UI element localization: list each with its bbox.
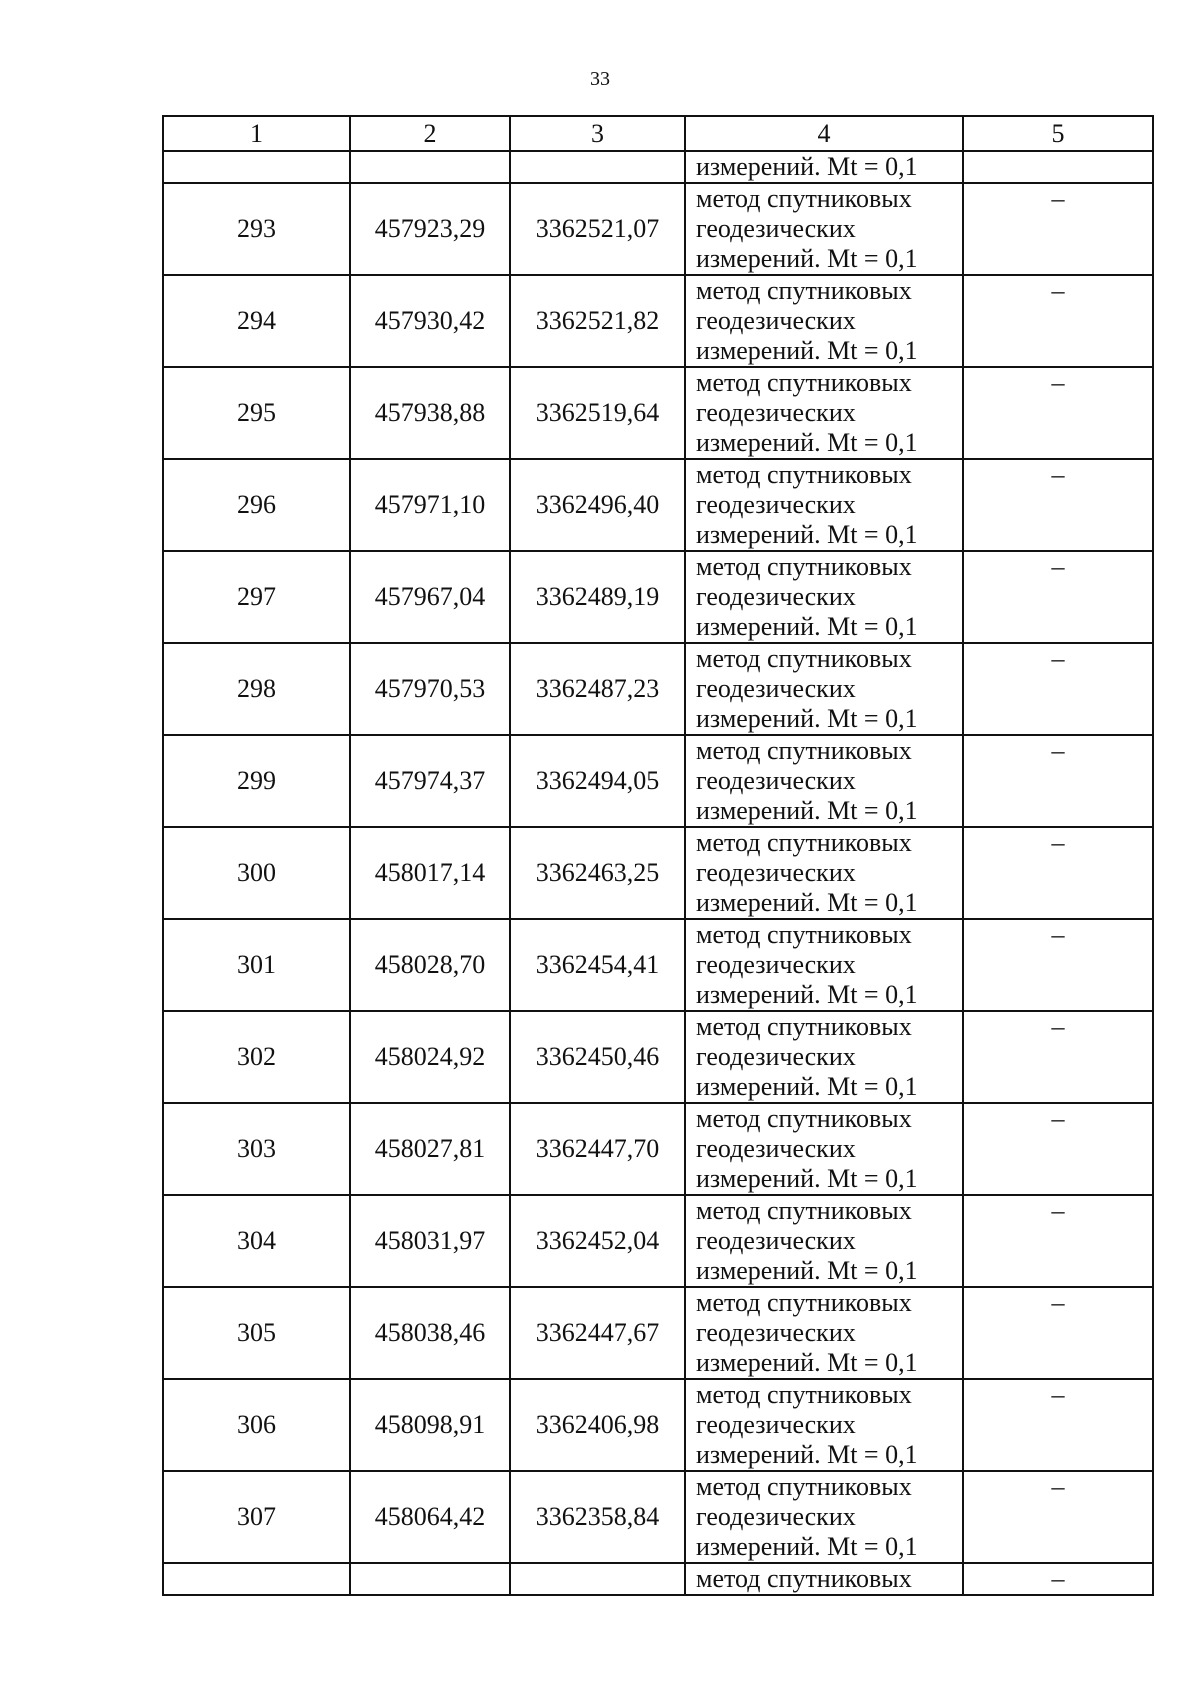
point-number-cell: 294 [163, 275, 350, 367]
dash-cell: – [963, 1379, 1153, 1471]
y-coordinate-cell: 3362519,64 [510, 367, 685, 459]
method-line: геодезических [696, 214, 856, 243]
dash-cell: – [963, 1011, 1153, 1103]
method-line: геодезических [696, 1502, 856, 1531]
method-line: измерений. Mt = 0,1 [696, 336, 918, 365]
x-coordinate-cell: 458017,14 [350, 827, 510, 919]
point-number-cell: 307 [163, 1471, 350, 1563]
point-number-cell: 304 [163, 1195, 350, 1287]
dash-cell: – [963, 1471, 1153, 1563]
x-coordinate-cell: 457930,42 [350, 275, 510, 367]
empty-cell [163, 151, 350, 183]
y-coordinate-cell: 3362521,07 [510, 183, 685, 275]
header-cell: 3 [510, 116, 685, 151]
y-coordinate-cell: 3362494,05 [510, 735, 685, 827]
method-cell [685, 827, 963, 919]
method-line: измерений. Mt = 0,1 [696, 1072, 918, 1101]
x-coordinate-cell: 458024,92 [350, 1011, 510, 1103]
method-line: измерений. Mt = 0,1 [696, 244, 918, 273]
dash-cell: – [963, 1287, 1153, 1379]
empty-cell [510, 1563, 685, 1595]
dash-cell: – [963, 459, 1153, 551]
point-number-cell: 303 [163, 1103, 350, 1195]
method-line: измерений. Mt = 0,1 [696, 1164, 918, 1193]
y-coordinate-cell: 3362463,25 [510, 827, 685, 919]
empty-cell [163, 1563, 350, 1595]
page-number: 33 [590, 68, 610, 90]
method-line: метод спутниковых [696, 184, 912, 213]
method-cell [685, 367, 963, 459]
method-line: метод спутниковых [696, 1380, 912, 1409]
dash-cell: – [963, 1103, 1153, 1195]
method-line: геодезических [696, 306, 856, 335]
table-row [163, 275, 1153, 367]
method-cell [685, 1471, 963, 1563]
method-line: геодезических [696, 1226, 856, 1255]
method-line: измерений. Mt = 0,1 [696, 612, 918, 641]
table-row [163, 1103, 1153, 1195]
dash-cell: – [963, 1195, 1153, 1287]
method-cell [685, 919, 963, 1011]
x-coordinate-cell: 458098,91 [350, 1379, 510, 1471]
y-coordinate-cell: 3362358,84 [510, 1471, 685, 1563]
method-line: геодезических [696, 950, 856, 979]
y-coordinate-cell: 3362406,98 [510, 1379, 685, 1471]
y-coordinate-cell: 3362452,04 [510, 1195, 685, 1287]
x-coordinate-cell: 458064,42 [350, 1471, 510, 1563]
method-line: геодезических [696, 1134, 856, 1163]
dash-cell: – [963, 1563, 1153, 1595]
header-cell: 1 [163, 116, 350, 151]
header-cell: 5 [963, 116, 1153, 151]
method-line: измерений. Mt = 0,1 [696, 1440, 918, 1469]
method-line: измерений. Mt = 0,1 [696, 1532, 918, 1561]
point-number-cell: 293 [163, 183, 350, 275]
method-cell [685, 1379, 963, 1471]
method-line: метод спутниковых [696, 1104, 912, 1133]
table-row [163, 1471, 1153, 1563]
empty-cell [510, 151, 685, 183]
coordinates-table [162, 115, 1154, 1596]
method-cell [685, 1103, 963, 1195]
method-line: метод спутниковых [696, 920, 912, 949]
point-number-cell: 301 [163, 919, 350, 1011]
table-row [163, 919, 1153, 1011]
method-line: метод спутниковых [696, 736, 912, 765]
method-cell [685, 1195, 963, 1287]
method-line: метод спутниковых [696, 368, 912, 397]
table-row [163, 827, 1153, 919]
table-row [163, 735, 1153, 827]
method-line: геодезических [696, 858, 856, 887]
point-number-cell: 305 [163, 1287, 350, 1379]
table-row [163, 1287, 1153, 1379]
method-line: геодезических [696, 674, 856, 703]
empty-cell [350, 1563, 510, 1595]
x-coordinate-cell: 457974,37 [350, 735, 510, 827]
continuation-row-bottom [163, 1563, 1153, 1595]
point-number-cell: 302 [163, 1011, 350, 1103]
y-coordinate-cell: 3362450,46 [510, 1011, 685, 1103]
dash-cell: – [963, 275, 1153, 367]
method-cell [685, 551, 963, 643]
method-line: метод спутниковых [696, 644, 912, 673]
method-line: метод спутниковых [696, 1196, 912, 1225]
header-cell: 2 [350, 116, 510, 151]
method-line: геодезических [696, 398, 856, 427]
y-coordinate-cell: 3362487,23 [510, 643, 685, 735]
method-line: метод спутниковых [696, 1472, 912, 1501]
method-cell [685, 1011, 963, 1103]
method-line: геодезических [696, 490, 856, 519]
y-coordinate-cell: 3362496,40 [510, 459, 685, 551]
method-cell [685, 275, 963, 367]
method-line: метод спутниковых [696, 460, 912, 489]
method-line: измерений. Mt = 0,1 [696, 1348, 918, 1377]
table-row [163, 551, 1153, 643]
method-line: метод спутниковых [696, 552, 912, 581]
header-cell: 4 [685, 116, 963, 151]
method-cell: измерений. Mt = 0,1 [685, 151, 963, 183]
table-row [163, 643, 1153, 735]
table-row [163, 459, 1153, 551]
dash-cell: – [963, 735, 1153, 827]
table-header-row [163, 116, 1153, 151]
point-number-cell: 298 [163, 643, 350, 735]
x-coordinate-cell: 457938,88 [350, 367, 510, 459]
method-line: геодезических [696, 582, 856, 611]
y-coordinate-cell: 3362447,67 [510, 1287, 685, 1379]
point-number-cell: 295 [163, 367, 350, 459]
x-coordinate-cell: 458028,70 [350, 919, 510, 1011]
x-coordinate-cell: 457967,04 [350, 551, 510, 643]
table-row [163, 367, 1153, 459]
method-cell [685, 1287, 963, 1379]
continuation-row-top [163, 151, 1153, 183]
method-cell [685, 459, 963, 551]
method-line: геодезических [696, 1410, 856, 1439]
table-row [163, 1379, 1153, 1471]
method-cell [685, 183, 963, 275]
method-line: геодезических [696, 1318, 856, 1347]
x-coordinate-cell: 458031,97 [350, 1195, 510, 1287]
dash-cell: – [963, 551, 1153, 643]
method-line: измерений. Mt = 0,1 [696, 520, 918, 549]
method-line: измерений. Mt = 0,1 [696, 888, 918, 917]
table-row [163, 183, 1153, 275]
y-coordinate-cell: 3362521,82 [510, 275, 685, 367]
table-row [163, 1195, 1153, 1287]
dash-cell: – [963, 827, 1153, 919]
empty-cell [350, 151, 510, 183]
y-coordinate-cell: 3362447,70 [510, 1103, 685, 1195]
dash-cell: – [963, 183, 1153, 275]
method-line: измерений. Mt = 0,1 [696, 1256, 918, 1285]
point-number-cell: 297 [163, 551, 350, 643]
method-cell [685, 735, 963, 827]
method-line: метод спутниковых [696, 1288, 912, 1317]
empty-cell [963, 151, 1153, 183]
dash-cell: – [963, 367, 1153, 459]
method-line: метод спутниковых [696, 828, 912, 857]
x-coordinate-cell: 458038,46 [350, 1287, 510, 1379]
dash-cell: – [963, 643, 1153, 735]
point-number-cell: 306 [163, 1379, 350, 1471]
method-cell: метод спутниковых [685, 1563, 963, 1595]
method-line: измерений. Mt = 0,1 [696, 796, 918, 825]
x-coordinate-cell: 457923,29 [350, 183, 510, 275]
method-line: метод спутниковых [696, 1012, 912, 1041]
method-line: измерений. Mt = 0,1 [696, 428, 918, 457]
method-line: метод спутниковых [696, 276, 912, 305]
point-number-cell: 296 [163, 459, 350, 551]
method-line: измерений. Mt = 0,1 [696, 704, 918, 733]
y-coordinate-cell: 3362489,19 [510, 551, 685, 643]
dash-cell: – [963, 919, 1153, 1011]
y-coordinate-cell: 3362454,41 [510, 919, 685, 1011]
method-cell [685, 643, 963, 735]
point-number-cell: 299 [163, 735, 350, 827]
x-coordinate-cell: 458027,81 [350, 1103, 510, 1195]
x-coordinate-cell: 457970,53 [350, 643, 510, 735]
point-number-cell: 300 [163, 827, 350, 919]
table-row [163, 1011, 1153, 1103]
x-coordinate-cell: 457971,10 [350, 459, 510, 551]
method-line: измерений. Mt = 0,1 [696, 980, 918, 1009]
method-line: геодезических [696, 1042, 856, 1071]
method-line: геодезических [696, 766, 856, 795]
